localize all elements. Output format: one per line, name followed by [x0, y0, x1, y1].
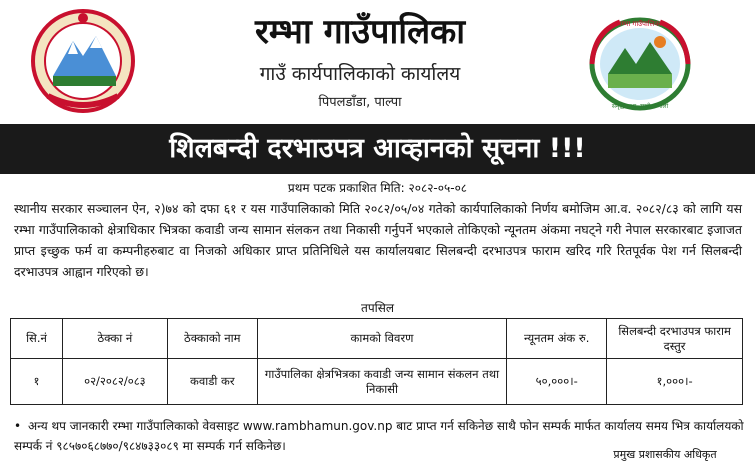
cell-form-fee: १,०००।- [607, 359, 743, 405]
bullet-icon: • [14, 419, 22, 433]
logo-top-text: रम्भा गाउँपालिका [618, 20, 662, 28]
notice-title: शिलबन्दी दरभाउपत्र आव्हानको सूचना !!! [169, 133, 586, 164]
cell-contract-name: कवाडी कर [167, 359, 257, 405]
office-name: गाउँ कार्यपालिकाको कार्यालय [259, 63, 461, 85]
col-work-desc: कामको विवरण [257, 319, 507, 359]
published-date: प्रथम पटक प्रकाशित मिति: २०८२-०५-०८ [287, 181, 468, 195]
municipality-title: रम्भा गाउँपालिका [254, 12, 466, 52]
cell-min-amount: ५०,०००।- [507, 359, 607, 405]
cell-sn: १ [11, 359, 63, 405]
logo-bottom-text: समृद्ध रम्भा, सुखी रम्भाली [611, 103, 669, 110]
col-form-fee: सिलबन्दी दरभाउपत्र फाराम दस्तुर [607, 319, 743, 359]
municipality-logo-icon [580, 12, 700, 112]
schedule-label: तपसिल [360, 301, 394, 315]
nepal-emblem-icon [28, 6, 138, 116]
cell-contract-no: ०२/२०८२/०८३ [62, 359, 167, 405]
cell-work-desc: गाउँपालिका क्षेत्रभित्रका कवाडी जन्य सामान संकलन तथा निकासी [257, 359, 507, 405]
tender-table [10, 318, 743, 405]
signature-label: प्रमुख प्रशासकीय अधिकृत [613, 448, 717, 461]
letterhead [0, 0, 755, 120]
col-contract-no: ठेक्का नं [62, 319, 167, 359]
col-sn: सि.नं [11, 319, 63, 359]
notice-banner [0, 124, 755, 174]
col-min-amount: न्यूनतम अंक रु. [507, 319, 607, 359]
notice-body: स्थानीय सरकार सञ्चालन ऐन, २)७४ को दफा ६१ र यस गाउँपालिकाको मिति २०८२/०५/०४ गतेको कार्यपालिकाको निर्णय बमोजिम आ.व. २०८२/८३ को लागि यस रम्भा गाउँपालिकाको क्षेत्राधिकार भित्रका कवाडी जन्य सामान संलकन तथा निकासी गर्नुपर्ने भएकाले तोकिएको न्यूनतम अंकमा नघट्ने गरी नेपाल सरकारबाट इजाजत प्राप्त इच्छुक फर्म वा कम्पनीहरुबाट वा निजको अधिकार प्राप्त प्रतिनिधिले यस कार्यालयबाट सिलबन्दी दरभाउपत्र फाराम खरिद गरि रितपूर्वक पेश गर्न सिलबन्दी दरभाउपत्र आह्वान गरिएको छ। [14, 201, 742, 279]
col-contract-name: ठेक्काको नाम [167, 319, 257, 359]
office-address: पिपलडाँडा, पाल्पा [318, 95, 402, 110]
table-header-row [11, 319, 743, 359]
table-row [11, 359, 743, 405]
note-text: अन्य थप जानकारी रम्भा गाउँपालिकाको वेवसाइट www.rambhamun.gov.np बाट प्राप्त गर्न सकिनेछ साथै फोन सम्पर्क मार्फत कार्यालय समय भित्र कार्यालयको सम्पर्क नं ९८५७०६८७७०/९८४७३३०८९ मा सम्पर्क गर्न सकिनेछ। [14, 419, 744, 453]
